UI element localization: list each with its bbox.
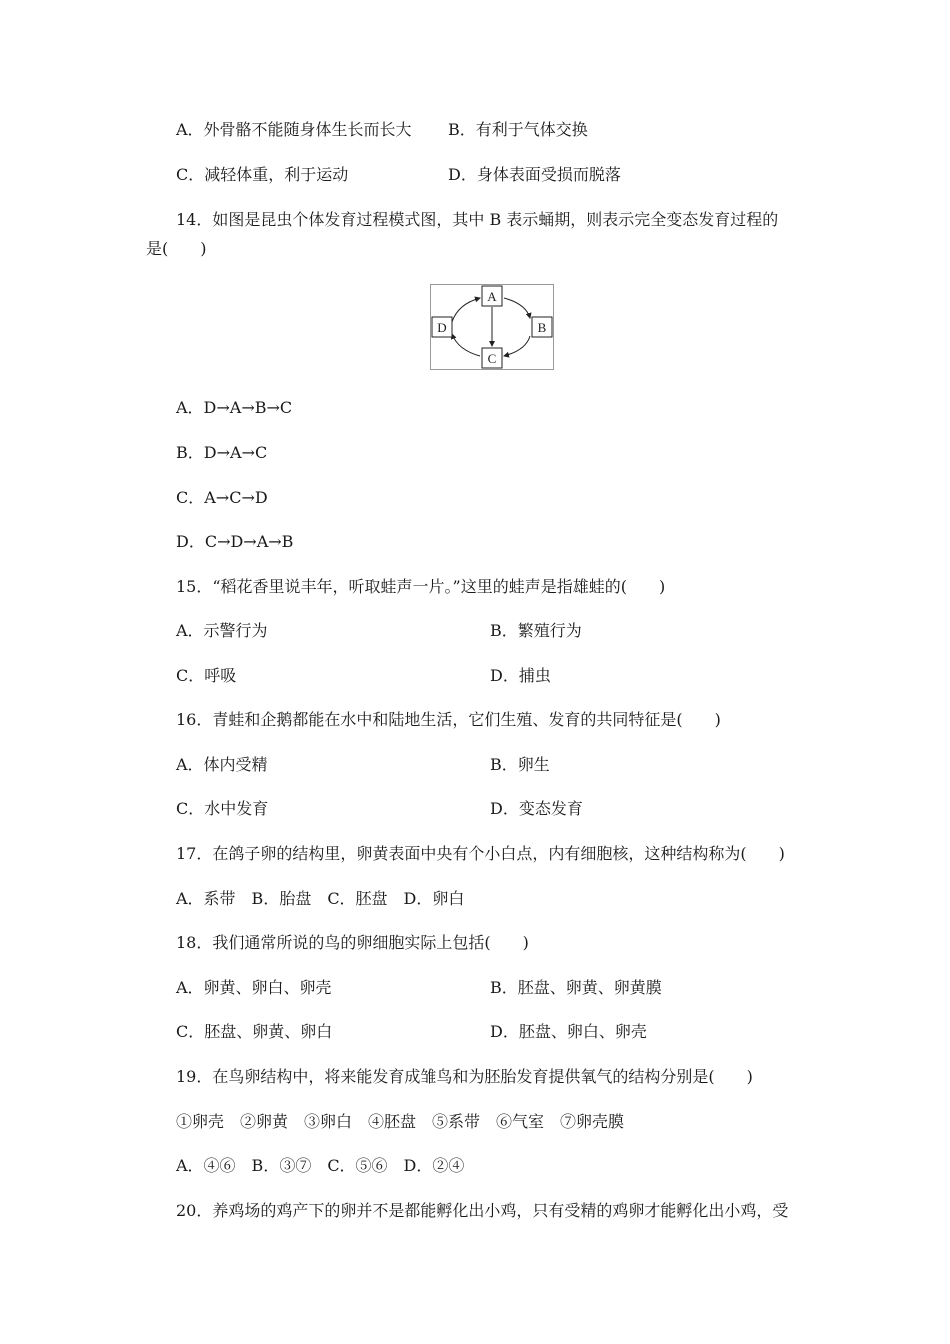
q18-stem: 18．我们通常所说的鸟的卵细胞实际上包括( ) (176, 933, 529, 952)
q16-stem: 16．青蛙和企鹅都能在水中和陆地生活，它们生殖、发育的共同特征是( ) (176, 710, 721, 729)
q19-options: A．④⑥ B．③⑦ C．⑤⑥ D．②④ (176, 1156, 465, 1175)
arrow-b-to-c (504, 336, 530, 356)
q14-option-a: A．D→A→B→C (176, 398, 293, 417)
q15-stem: 15．“稻花香里说丰年，听取蛙声一片。”这里的蛙声是指雄蛙的( ) (176, 577, 666, 596)
q13-option-c: C．减轻体重，利于运动 (176, 165, 349, 184)
q18-option-c: C．胚盘、卵黄、卵白 (176, 1022, 333, 1041)
arrow-d-to-a (452, 298, 480, 322)
q19-stem: 19．在鸟卵结构中，将来能发育成雏鸟和为胚胎发育提供氧气的结构分别是( ) (176, 1067, 753, 1086)
q14-option-d: D．C→D→A→B (176, 532, 294, 551)
q17-options: A．系带 B．胎盘 C．胚盘 D．卵白 (176, 889, 465, 908)
q18-option-a: A．卵黄、卵白、卵壳 (176, 978, 332, 997)
q13-option-d: D．身体表面受损而脱落 (448, 165, 621, 184)
q14-option-c: C．A→C→D (176, 488, 268, 507)
stage-label-d: D (437, 320, 447, 335)
q16-option-b: B．卵生 (490, 755, 550, 774)
insect-development-diagram (430, 284, 554, 370)
q18-option-b: B．胚盘、卵黄、卵黄膜 (490, 978, 662, 997)
q14-option-b: B．D→A→C (176, 443, 268, 462)
q20-stem-line1: 20．养鸡场的鸡产下的卵并不是都能孵化出小鸡，只有受精的鸡卵才能孵化出小鸡，受 (176, 1201, 789, 1220)
q14-stem-line1: 14．如图是昆虫个体发育过程模式图，其中 B 表示蛹期，则表示完全变态发育过程的 (176, 210, 779, 229)
q16-option-a: A．体内受精 (176, 755, 268, 774)
q15-option-c: C．呼吸 (176, 666, 237, 685)
arrow-a-to-b (504, 298, 530, 318)
q15-option-a: A．示警行为 (176, 621, 268, 640)
q13-option-a: A．外骨骼不能随身体生长而长大 (176, 120, 412, 139)
q17-stem: 17．在鸽子卵的结构里，卵黄表面中央有个小白点，内有细胞核，这种结构称为( ) (176, 844, 785, 863)
q16-option-c: C．水中发育 (176, 799, 269, 818)
stage-label-b: B (537, 320, 547, 335)
q16-option-d: D．变态发育 (490, 799, 583, 818)
q13-option-b: B．有利于气体交换 (448, 120, 588, 139)
stage-label-a: A (487, 289, 497, 304)
q19-items: ①卵壳 ②卵黄 ③卵白 ④胚盘 ⑤系带 ⑥气室 ⑦卵壳膜 (176, 1112, 625, 1131)
stage-label-c: C (487, 351, 497, 366)
q15-option-b: B．繁殖行为 (490, 621, 582, 640)
q15-option-d: D．捕虫 (490, 666, 551, 685)
arrow-c-to-d (452, 334, 480, 356)
q18-option-d: D．胚盘、卵白、卵壳 (490, 1022, 647, 1041)
q14-stem-line2: 是( ) (146, 239, 207, 258)
